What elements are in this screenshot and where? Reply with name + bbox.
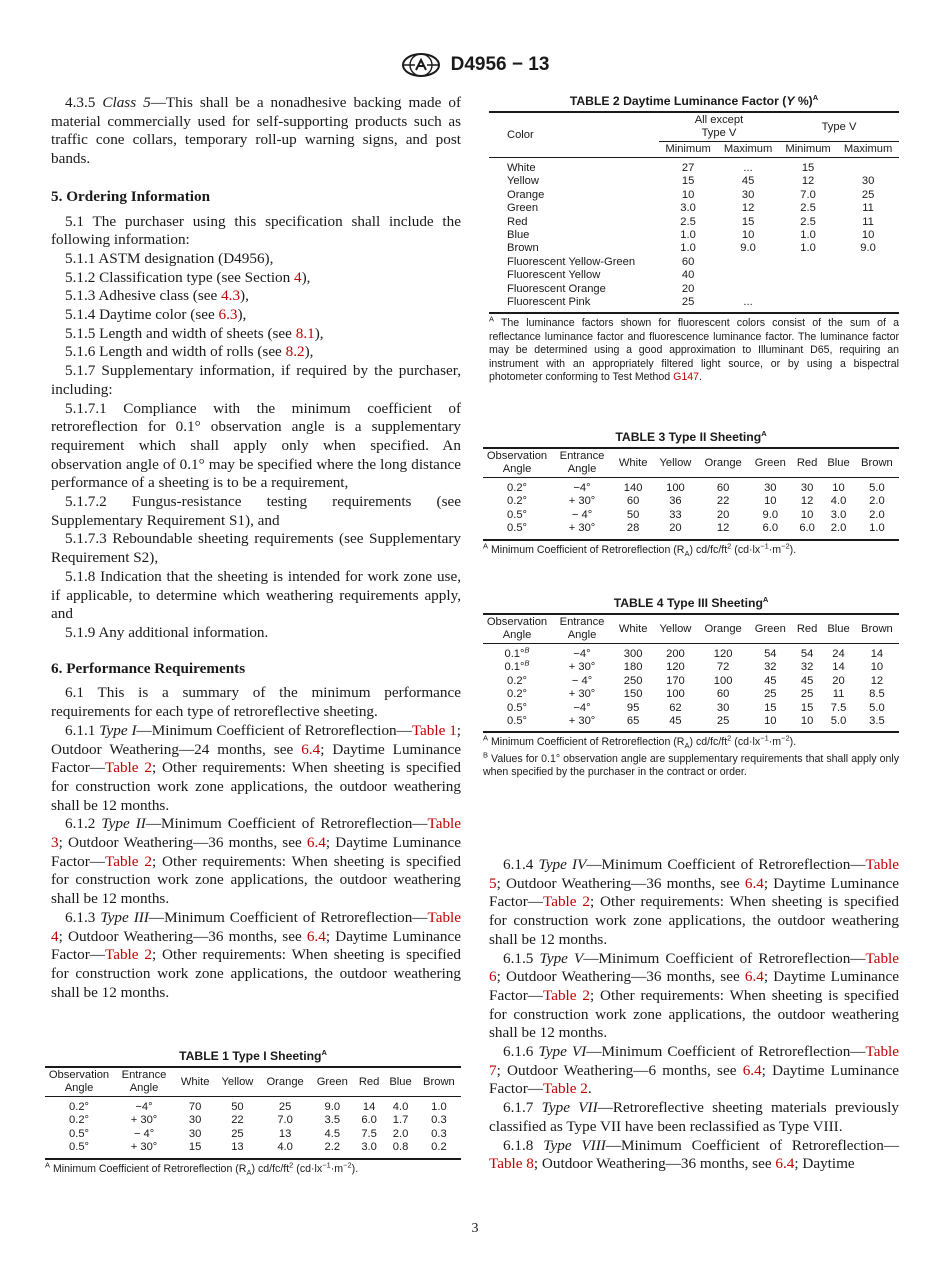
link-table-1[interactable]: Table 1 — [411, 721, 457, 739]
header-entrance-angle: Entrance Angle — [551, 614, 613, 644]
header-yellow: Yellow — [653, 448, 697, 478]
paragraph-5-1-7-2: 5.1.7.2 Fungus-resistance testing requirements (see Supplementary Requirement S1), and — [51, 493, 461, 529]
table-3 — [483, 447, 899, 541]
paragraph-5-1-9: 5.1.9 Any additional information. — [65, 623, 269, 641]
table-row: 0.2° −4° 140 100 60 30 30 10 5.0 — [506, 482, 885, 494]
header-minimum: Minimum — [659, 142, 717, 158]
section-5-heading: 5. Ordering Information — [51, 187, 211, 205]
paragraph-5-1-8: 5.1.8 Indication that the sheeting is intended for work zone use, if applicable, to determine which weathering requirements apply, and — [51, 567, 461, 623]
paragraph-6-1-7: 6.1.7 Type VII—Retroreflective sheeting materials previously classified as Type VII have been reclassified as Type VIII. — [489, 1099, 899, 1135]
header-all-except-type-v: All except Type V — [659, 112, 779, 142]
header-blue: Blue — [384, 1067, 417, 1097]
paragraph-6-1-8: 6.1.8 Type VIII—Minimum Coefficient of Retroreflection—Table 8; Outdoor Weathering—36 months, see 6.4; Daytime — [489, 1136, 900, 1173]
link-table-2[interactable]: Table 2 — [543, 1080, 588, 1098]
link-table-5[interactable]: Table 5 — [489, 856, 899, 892]
table-row: Fluorescent Orange 20 — [507, 282, 695, 295]
table-row: 0.2° −4° 70 50 25 9.0 14 4.0 1.0 — [68, 1101, 447, 1113]
table-3-title: TABLE 3 Type II Sheeting$^A$ — [615, 428, 767, 444]
link-6-4[interactable]: 6.4 — [301, 740, 321, 758]
header-orange: Orange — [698, 614, 749, 644]
link-6-4[interactable]: 6.4 — [744, 874, 764, 892]
table-row: 0.5° − 4° 50 33 20 9.0 10 3.0 2.0 — [506, 508, 885, 521]
link-g147[interactable]: G147 — [673, 371, 700, 384]
link-table-2[interactable]: Table 2 — [105, 852, 152, 870]
table-row: Fluorescent Yellow-Green 60 — [507, 255, 695, 268]
link-6-4[interactable]: 6.4 — [775, 1155, 795, 1173]
table-row: Green 3.0 12 2.5 11 — [507, 202, 874, 215]
table-row: White 27 ... 15 — [507, 162, 815, 174]
table-row: 0.2° + 30° 60 36 22 10 12 4.0 2.0 — [506, 495, 885, 508]
paragraph-5-1-7-3: 5.1.7.3 Reboundable sheeting requirements (see Supplementary Requirement S2), — [51, 530, 461, 567]
paragraph-6-1-5: 6.1.5 Type V—Minimum Coefficient of Retroreflection—Table 6; Outdoor Weathering—36 months, see 6.4; Daytime Luminance Factor—Table 2; Other requirements: When sheeting is specified for construction work zone applications, the outdoor weathering shall be 12 months. — [489, 949, 900, 1042]
header-red: Red — [792, 448, 822, 478]
paragraph-6-1-2: 6.1.2 Type II—Minimum Coefficient of Retroreflection—Table 3; Outdoor Weathering—36 months, see 6.4; Daytime Luminance Factor—Table 2; Other requirements: When sheeting is specified for construction work zone applications, the outdoor weathering shall be 12 months. — [51, 815, 461, 908]
link-6-4[interactable]: 6.4 — [744, 968, 764, 986]
document-designation: D4956 − 13 — [450, 54, 550, 75]
table-row: 0.2° + 30° 30 22 7.0 3.5 6.0 1.7 0.3 — [68, 1114, 447, 1127]
link-table-3[interactable]: Table 3 — [51, 815, 461, 852]
link-table-2[interactable]: Table 2 — [105, 759, 152, 777]
link-table-8[interactable]: Table 8 — [489, 1155, 534, 1173]
paragraph-5-1-1: 5.1.1 ASTM designation (D4956), — [65, 249, 274, 267]
link-table-4[interactable]: Table 4 — [51, 908, 462, 945]
header-brown: Brown — [855, 448, 899, 478]
link-table-7[interactable]: Table 7 — [489, 1043, 899, 1079]
table-row: Blue 1.0 10 1.0 10 — [507, 229, 875, 242]
link-table-6[interactable]: Table 6 — [489, 949, 900, 986]
paragraph-6-1-1: 6.1.1 Type I—Minimum Coefficient of Retroreflection—Table 1; Outdoor Weathering—24 months, see 6.4; Daytime Luminance Factor—Table 2; Other requirements: When sheeting is specified for construction work zone applications, the outdoor weathering shall be 12 months. — [51, 721, 462, 814]
table-2-footnote: $^A$ The luminance factors shown for fluorescent colors consist of the sum of a reflectance luminance factor and fluorescence luminance factor. The luminance factor may be determined using a good approximation to Illuminant D65, requiring an instrument with an appropriately filtered light source, or by using a bispectral photometer conforming to Test Method G147. — [489, 314, 899, 384]
header-red: Red — [354, 1067, 384, 1097]
header-brown: Brown — [855, 614, 899, 644]
table-row: Brown 1.0 9.0 1.0 9.0 — [507, 242, 876, 255]
table-row: Orange 10 30 7.0 25 — [507, 188, 875, 201]
header-red: Red — [792, 614, 822, 644]
paragraph-4-3-5: 4.3.5 Class 5—This shall be a nonadhesive backing made of material commercially used for self-supporting products such as traffic cone collars, temporary roll-up warning signs, and post bands. — [51, 94, 462, 168]
header-entrance-angle: Entrance Angle — [113, 1067, 175, 1097]
header-observation-angle: Observation Angle — [45, 1067, 113, 1097]
table-row: 0.2° − 4° 250 170 100 45 45 20 12 — [506, 674, 884, 687]
paragraph-5-1-7-1: 5.1.7.1 Compliance with the minimum coefficient of retroreflection for 0.1° observation angle is a supplementary requirement which shall apply only when specified. An observation angle of 0.1° may be specified where the long distance performance of a sheeting is to be a requirement, — [51, 399, 461, 492]
link-6-4[interactable]: 6.4 — [306, 834, 326, 852]
link-8-1[interactable]: 8.1 — [295, 324, 315, 342]
header-white: White — [613, 448, 653, 478]
header-blue: Blue — [822, 614, 855, 644]
table-row: 0.5° − 4° 30 25 13 4.5 7.5 2.0 0.3 — [68, 1127, 447, 1140]
table-row: 0.1°$^B$ + 30° 180 120 72 32 32 14 10 — [504, 658, 884, 674]
table-3-block — [483, 430, 899, 560]
table-row: 0.5° −4° 95 62 30 15 15 7.5 5.0 — [506, 701, 885, 714]
table-3-footnote: $^A$ Minimum Coefficient of Retroreflection $(R_A)$ $cd/fc/ft^2$ $(cd\cdot lx^{-1}\cdot m^{-2})$. — [483, 541, 797, 558]
table-2-title: TABLE 2 Daytime Luminance Factor (Y %)$^A$ — [569, 92, 819, 108]
table-row: Red 2.5 15 2.5 11 — [507, 215, 874, 228]
page-header — [0, 52, 950, 82]
paragraph-5-1-5: 5.1.5 Length and width of sheets (see 8.1), — [65, 324, 324, 342]
table-4-footnote-b: $^B$ Values for 0.1° observation angle are supplementary requirements that shall apply only when specified by the purchaser in the contract or order. — [483, 750, 899, 779]
header-maximum: Maximum — [717, 142, 779, 158]
header-orange: Orange — [698, 448, 749, 478]
header-yellow: Yellow — [215, 1067, 259, 1097]
table-4 — [483, 613, 899, 733]
table-row: 0.2° + 30° 150 100 60 25 25 11 8.5 — [506, 688, 885, 701]
table-1-footnote: $^A$ Minimum Coefficient of Retroreflection $(R_A)$ $cd/fc/ft^2$ $(cd\cdot lx^{-1}\cdot m^{-2})$. — [45, 1160, 359, 1177]
header-green: Green — [311, 1067, 354, 1097]
paragraph-6-1: 6.1 This is a summary of the minimum performance requirements for each type of retroreflective sheeting. — [51, 684, 461, 721]
header-yellow: Yellow — [653, 614, 697, 644]
header-green: Green — [749, 614, 792, 644]
right-column-text — [489, 856, 899, 1174]
table-row: Fluorescent Pink 25 ... — [489, 296, 899, 313]
paragraph-6-1-3: 6.1.3 Type III—Minimum Coefficient of Retroreflection—Table 4; Outdoor Weathering—36 months, see 6.4; Daytime Luminance Factor—Table 2; Other requirements: When sheeting is specified for construction work zone applications, the outdoor weathering shall be 12 months. — [51, 908, 462, 1001]
table-row: Fluorescent Yellow 40 — [507, 269, 695, 282]
table-4-block — [483, 596, 899, 780]
link-table-2[interactable]: Table 2 — [543, 986, 590, 1004]
paragraph-5-1-4: 5.1.4 Daytime color (see 6.3), — [65, 306, 247, 324]
link-6-4[interactable]: 6.4 — [742, 1061, 762, 1079]
link-section-4[interactable]: 4 — [294, 268, 302, 286]
header-orange: Orange — [260, 1067, 311, 1097]
table-2 — [489, 111, 899, 314]
paragraph-5-1-7: 5.1.7 Supplementary information, if required by the purchaser, including: — [51, 362, 461, 398]
header-blue: Blue — [822, 448, 855, 478]
page-number: 3 — [471, 1221, 479, 1236]
table-row: 0.5° + 30° 65 45 25 10 10 5.0 3.5 — [483, 715, 899, 732]
header-minimum: Minimum — [779, 142, 837, 158]
table-1 — [45, 1066, 461, 1160]
paragraph-6-1-4: 6.1.4 Type IV—Minimum Coefficient of Retroreflection—Table 5; Outdoor Weathering—36 months, see 6.4; Daytime Luminance Factor—Table 2; Other requirements: When sheeting is specified for construction work zone applications, the outdoor weathering shall be 12 months. — [489, 856, 899, 948]
header-color: Color — [489, 112, 659, 158]
header-type-v: Type V — [779, 112, 899, 142]
header-white: White — [175, 1067, 215, 1097]
link-table-2[interactable]: Table 2 — [543, 893, 590, 911]
header-green: Green — [749, 448, 792, 478]
paragraph-5-1-6: 5.1.6 Length and width of rolls (see 8.2), — [65, 343, 314, 361]
table-1-title: TABLE 1 Type I Sheeting$^A$ — [179, 1047, 327, 1063]
header-observation-angle: Observation Angle — [483, 448, 551, 478]
table-1-block — [45, 1049, 461, 1179]
section-6-heading: 6. Performance Requirements — [51, 659, 246, 677]
table-2-block — [489, 94, 899, 385]
paragraph-5-1-3: 5.1.3 Adhesive class (see 4.3), — [65, 287, 249, 305]
header-maximum: Maximum — [837, 142, 899, 158]
link-4-3[interactable]: 4.3 — [221, 287, 241, 305]
table-row: 0.5° + 30° 28 20 12 6.0 6.0 2.0 1.0 — [483, 522, 899, 539]
table-row: 0.5° + 30° 15 13 4.0 2.2 3.0 0.8 0.2 — [45, 1141, 461, 1158]
link-8-2[interactable]: 8.2 — [285, 343, 305, 361]
header-brown: Brown — [417, 1067, 461, 1097]
table-row: 0.1°$^B$ −4° 300 200 120 54 54 24 14 — [504, 645, 884, 660]
paragraph-5-1: 5.1 The purchaser using this specification shall include the following information: — [51, 212, 461, 249]
link-6-3[interactable]: 6.3 — [218, 306, 238, 324]
header-white: White — [613, 614, 653, 644]
paragraph-6-1-6: 6.1.6 Type VI—Minimum Coefficient of Retroreflection—Table 7; Outdoor Weathering—6 months, see 6.4; Daytime Luminance Factor—Table 2. — [489, 1043, 899, 1098]
paragraph-5-1-2: 5.1.2 Classification type (see Section 4), — [65, 268, 311, 286]
left-column — [51, 94, 461, 1002]
table-row: Yellow 15 45 12 30 — [507, 175, 875, 188]
header-observation-angle: Observation Angle — [483, 614, 551, 644]
link-table-2[interactable]: Table 2 — [105, 946, 152, 964]
table-4-title: TABLE 4 Type III Sheeting$^A$ — [613, 594, 769, 610]
header-entrance-angle: Entrance Angle — [551, 448, 613, 478]
link-6-4[interactable]: 6.4 — [306, 927, 326, 945]
table-4-footnote-a: $^A$ Minimum Coefficient of Retroreflection $(R_A)$ $cd/fc/ft^2$ $(cd\cdot lx^{-1}\cdot m^{-2})$. — [483, 733, 797, 751]
astm-logo-icon — [401, 52, 441, 78]
